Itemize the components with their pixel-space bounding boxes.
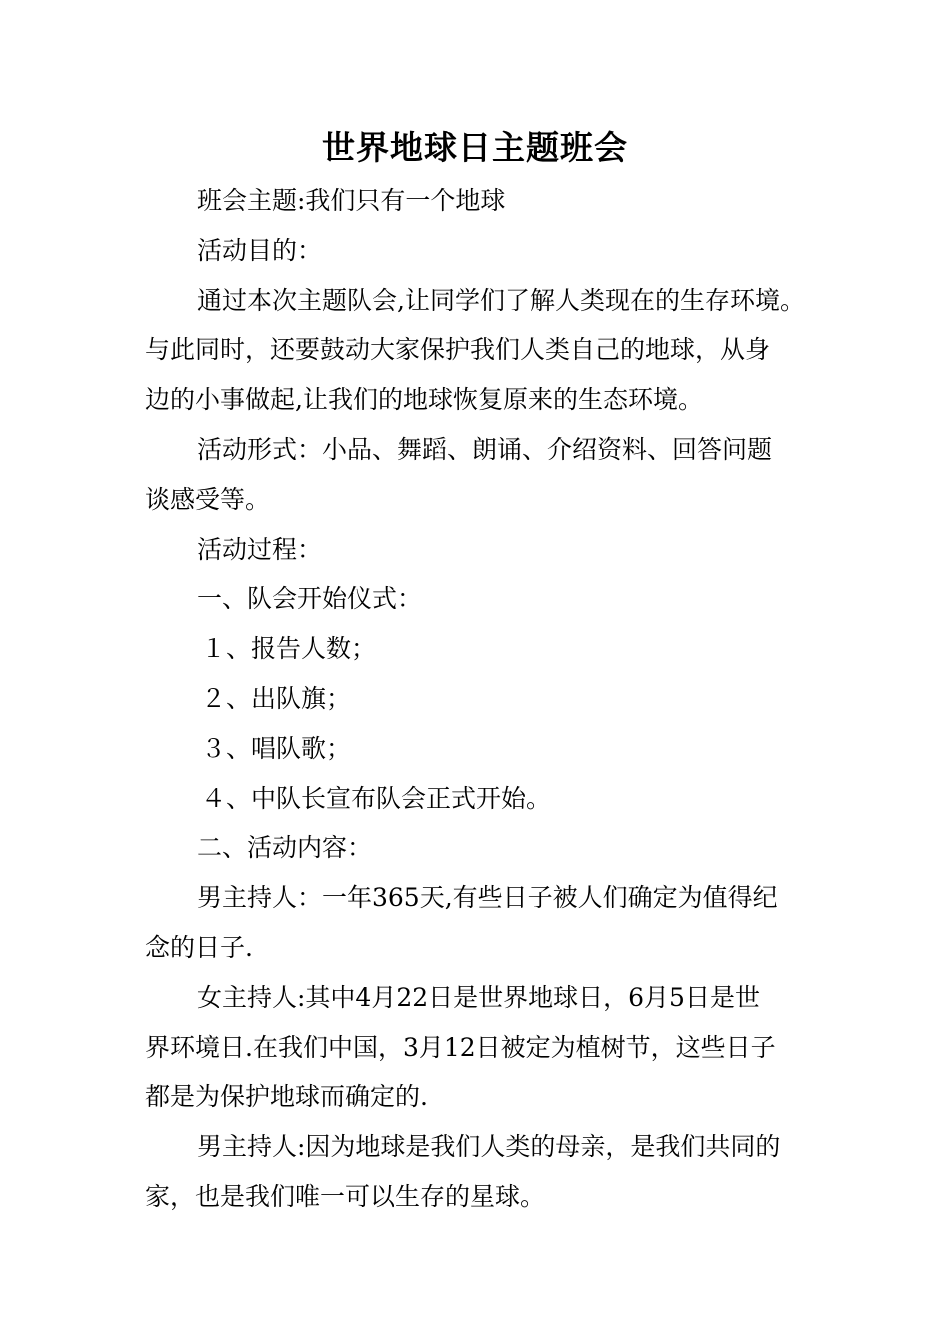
document-body (145, 176, 813, 1222)
list-item: １、报告人数； (201, 634, 377, 664)
dialogue-line: 女主持人:其中4月22日是世界地球日，6月5日是世 (197, 982, 760, 1012)
purpose-paragraph-line: 与此同时，还要鼓动大家保护我们人类自己的地球，从身 (145, 335, 771, 365)
process-heading: 活动过程： (197, 534, 323, 564)
list-item: ４、中队长宣布队会正式开始。 (201, 783, 552, 813)
format-paragraph-line: 活动形式：小品、舞蹈、朗诵、介绍资料、回答问题 (197, 434, 773, 464)
list-item: ２、出队旗； (201, 683, 352, 713)
purpose-paragraph-line: 边的小事做起,让我们的地球恢复原来的生态环境。 (145, 385, 703, 415)
section-heading-content: 二、活动内容： (197, 833, 373, 863)
purpose-heading: 活动目的： (197, 235, 323, 265)
dialogue-line: 念的日子. (145, 932, 253, 962)
dialogue-line: 都是为保护地球而确定的. (145, 1082, 428, 1112)
dialogue-line: 家，也是我们唯一可以生存的星球。 (145, 1181, 546, 1211)
list-item: ３、唱队歌； (201, 733, 352, 763)
section-heading-opening: 一、队会开始仪式： (197, 584, 423, 614)
format-paragraph-line: 谈感受等。 (145, 484, 271, 514)
document-title: 世界地球日主题班会 (322, 128, 628, 167)
purpose-paragraph-line: 通过本次主题队会,让同学们了解人类现在的生存环境。 (197, 285, 805, 315)
dialogue-line: 男主持人:因为地球是我们人类的母亲，是我们共同的 (197, 1132, 781, 1162)
theme-line: 班会主题:我们只有一个地球 (197, 186, 506, 215)
dialogue-line: 男主持人：一年365天,有些日子被人们确定为值得纪 (197, 883, 778, 913)
dialogue-line: 界环境日.在我们中国，3月12日被定为植树节，这些日子 (145, 1032, 776, 1062)
